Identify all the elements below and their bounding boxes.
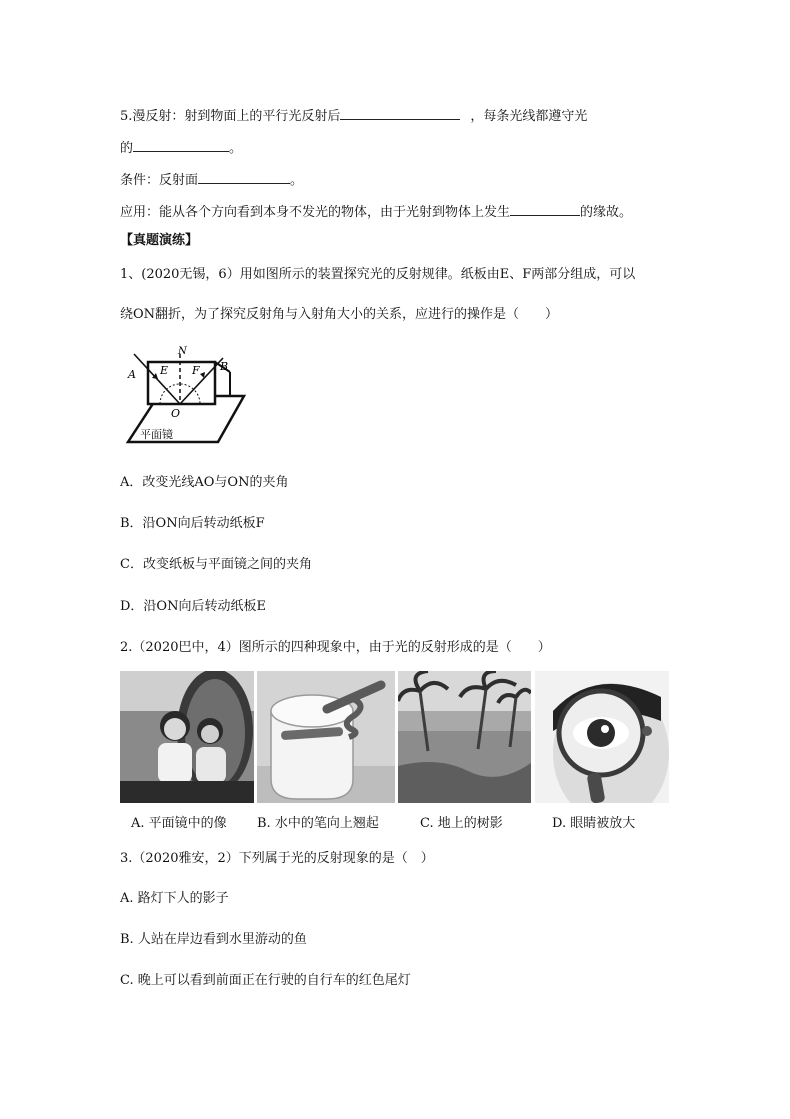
question-2-stem: 2.（2020巴中，4）图所示的四种现象中，由于光的反射形成的是（ ）	[120, 640, 551, 655]
answer-blank[interactable]	[510, 201, 580, 216]
diffuse-reflection-title: 5.漫反射：射到物面上的平行光反射后	[120, 109, 341, 124]
question-3-option-c[interactable]: C. 晚上可以看到前面正在行驶的自行车的红色尾灯	[120, 973, 411, 988]
caption-a[interactable]: A. 平面镜中的像	[131, 816, 227, 831]
question-3-stem: 3.（2020雅安，2）下列属于光的反射现象的是（ ）	[120, 851, 434, 866]
label-mirror: 平面镜	[140, 428, 173, 441]
diffuse-reflection-line	[120, 105, 587, 126]
label-f: F	[192, 364, 200, 377]
question-1-option-b[interactable]: B．沿ON向后转动纸板F	[120, 516, 265, 531]
line-suffix: 。	[229, 141, 243, 156]
question-1-stem-line-1: 1、(2020无锡，6）用如图所示的装置探究光的反射规律。纸板由E、F两部分组成，可以	[120, 267, 636, 282]
condition-label: 条件：反射面	[120, 173, 199, 188]
label-n: N	[178, 346, 187, 357]
practice-header: 【真题演练】	[120, 233, 199, 248]
line-prefix: 的	[120, 141, 134, 156]
label-e: E	[160, 364, 169, 377]
reflection-apparatus-figure	[120, 344, 250, 452]
application-line	[120, 201, 632, 222]
question-1-stem-line-2: 绕ON翻折，为了探究反射角与入射角大小的关系，应进行的操作是（ ）	[120, 307, 559, 322]
question-3-option-b[interactable]: B. 人站在岸边看到水里游动的鱼	[120, 932, 307, 947]
answer-blank[interactable]	[340, 105, 460, 120]
question-3-option-a[interactable]: A. 路灯下人的影子	[120, 891, 229, 906]
line-suffix: 。	[290, 173, 304, 188]
magnifier-eye-photo	[535, 671, 669, 803]
question-1-option-d[interactable]: D．沿ON向后转动纸板E	[120, 599, 266, 614]
question-1-option-c[interactable]: C．改变纸板与平面镜之间的夹角	[120, 557, 312, 572]
line-suffix: 的缘故。	[580, 205, 633, 220]
caption-c[interactable]: C. 地上的树影	[420, 816, 503, 831]
caption-b[interactable]: B. 水中的笔向上翘起	[257, 816, 379, 831]
diffuse-reflection-line-2	[120, 137, 242, 158]
mirror-image-photo	[120, 671, 254, 803]
tree-shadow-photo	[398, 671, 531, 803]
caption-d[interactable]: D. 眼睛被放大	[552, 816, 636, 831]
answer-blank[interactable]	[198, 169, 290, 184]
label-b: B	[220, 360, 229, 373]
label-a: A	[128, 368, 136, 381]
application-label: 应用：能从各个方向看到本身不发光的物体，由于光射到物体上发生	[120, 205, 511, 220]
label-o: O	[171, 407, 181, 420]
condition-line	[120, 169, 303, 190]
answer-blank[interactable]	[133, 137, 229, 152]
diffuse-reflection-continuation: ，每条光线都遵守光	[470, 109, 588, 124]
pen-in-water-photo	[257, 671, 395, 803]
question-1-option-a[interactable]: A．改变光线AO与ON的夹角	[120, 475, 289, 490]
